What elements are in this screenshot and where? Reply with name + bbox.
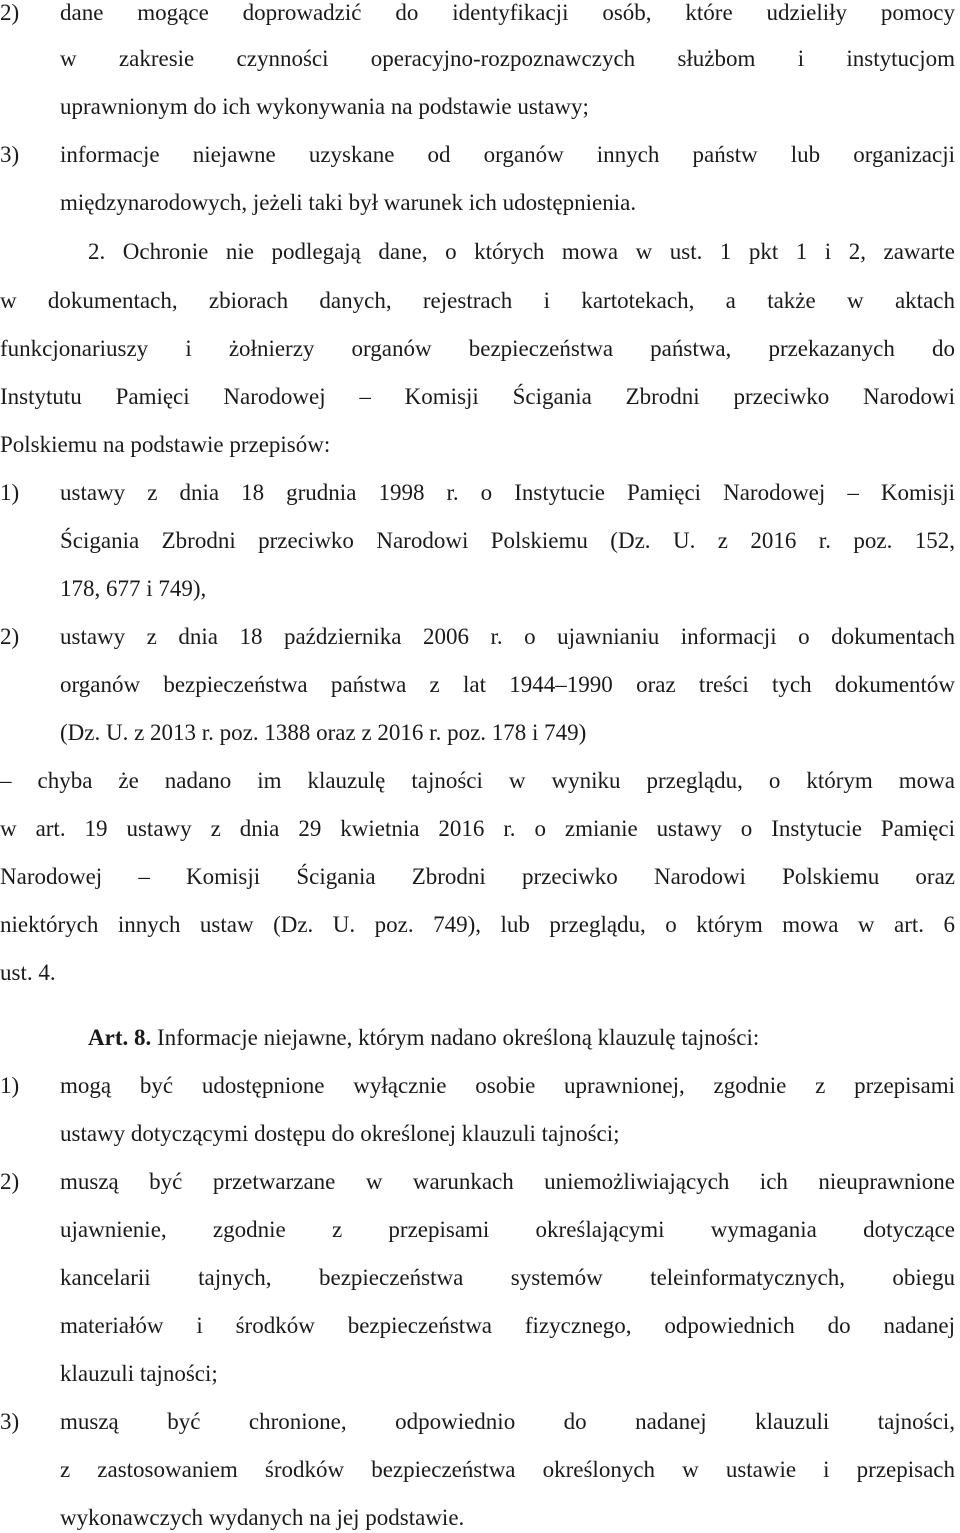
list-number: 1) xyxy=(0,480,20,505)
text-line: w art. 19 ustawy z dnia 29 kwietnia 2016 r. o zmianie ustawy o Instytucie Pamięci xyxy=(0,816,955,841)
text-line: 178, 677 i 749), xyxy=(60,576,207,601)
text-line: międzynarodowych, jeżeli taki był warunek ich udostępnienia. xyxy=(60,190,637,215)
text-line: muszą być chronione, odpowiednio do nadanej klauzuli tajności, xyxy=(60,1409,955,1434)
list-item-1-line-1 xyxy=(0,478,955,508)
list-number: 2) xyxy=(0,0,20,25)
list-number: 2) xyxy=(0,1169,20,1194)
text-line: ust. 4. xyxy=(0,960,56,985)
text-line: kancelarii tajnych, bezpieczeństwa systemów teleinformatycznych, obiegu xyxy=(60,1265,955,1290)
article-label: Art. 8. xyxy=(88,1025,152,1050)
text-line: wykonawczych wydanych na jej podstawie. xyxy=(60,1505,465,1530)
text-line: dane mogące doprowadzić do identyfikacji osób, które udzieliły pomocy xyxy=(60,0,955,25)
text-line: Informacje niejawne, którym nadano określoną klauzulę tajności: xyxy=(156,1025,760,1050)
text-line: Polskiemu na podstawie przepisów: xyxy=(0,432,331,457)
text-line: informacje niejawne uzyskane od organów innych państw lub organizacji xyxy=(60,142,955,167)
text-line: niektórych innych ustaw (Dz. U. poz. 749), lub przeglądu, o którym mowa w art. 6 xyxy=(0,912,955,937)
art8-item-3-line-1 xyxy=(0,1407,955,1437)
list-number: 2) xyxy=(0,624,20,649)
text-line: uprawnionym do ich wykonywania na podstawie ustawy; xyxy=(60,94,589,119)
text-line: materiałów i środków bezpieczeństwa fizycznego, odpowiednich do nadanej xyxy=(60,1313,955,1338)
text-line: muszą być przetwarzane w warunkach uniemożliwiających ich nieuprawnione xyxy=(60,1169,955,1194)
text-line: (Dz. U. z 2013 r. poz. 1388 oraz z 2016 r. poz. 178 i 749) xyxy=(60,720,587,745)
list-number: 1) xyxy=(0,1073,20,1098)
text-line: w dokumentach, zbiorach danych, rejestrach i kartotekach, a także w aktach xyxy=(0,288,955,313)
text-line: Ścigania Zbrodni przeciwko Narodowi Polskiemu (Dz. U. z 2016 r. poz. 152, xyxy=(60,528,955,553)
paragraph-2-line-1: 2. Ochronie nie podlegają dane, o których mowa w ust. 1 pkt 1 i 2, zawarte xyxy=(88,239,955,264)
text-line: funkcjonariuszy i żołnierzy organów bezpieczeństwa państwa, przekazanych do xyxy=(0,336,955,361)
text-line: mogą być udostępnione wyłącznie osobie uprawnionej, zgodnie z przepisami xyxy=(60,1073,955,1098)
list-number: 3) xyxy=(0,1409,20,1434)
text-line: organów bezpieczeństwa państwa z lat 1944–1990 oraz treści tych dokumentów xyxy=(60,672,955,697)
text-line: ustawy z dnia 18 października 2006 r. o ujawnianiu informacji o dokumentach xyxy=(60,624,955,649)
list-item-2-line-1 xyxy=(0,0,955,28)
list-item-3-line-1 xyxy=(0,140,955,170)
text-line: ustawy z dnia 18 grudnia 1998 r. o Instytucie Pamięci Narodowej – Komisji xyxy=(60,480,955,505)
text-line: – chyba że nadano im klauzulę tajności w wyniku przeglądu, o którym mowa xyxy=(0,768,955,793)
text-line: klauzuli tajności; xyxy=(60,1361,218,1386)
text-line: ustawy dotyczącymi dostępu do określonej klauzuli tajności; xyxy=(60,1121,620,1146)
text-line: z zastosowaniem środków bezpieczeństwa określonych w ustawie i przepisach xyxy=(60,1457,955,1482)
art8-item-1-line-1 xyxy=(0,1071,955,1101)
text-line: w zakresie czynności operacyjno-rozpoznawczych służbom i instytucjom xyxy=(60,46,955,71)
article-8-heading-line xyxy=(88,1023,955,1053)
art8-item-2-line-1 xyxy=(0,1167,955,1197)
text-line: ujawnienie, zgodnie z przepisami określającymi wymagania dotyczące xyxy=(60,1217,955,1242)
list-number: 3) xyxy=(0,142,20,167)
text-line: Instytutu Pamięci Narodowej – Komisji Ścigania Zbrodni przeciwko Narodowi xyxy=(0,384,955,409)
text-line: Narodowej – Komisji Ścigania Zbrodni przeciwko Narodowi Polskiemu oraz xyxy=(0,864,955,889)
list-item-2b-line-1 xyxy=(0,622,955,652)
